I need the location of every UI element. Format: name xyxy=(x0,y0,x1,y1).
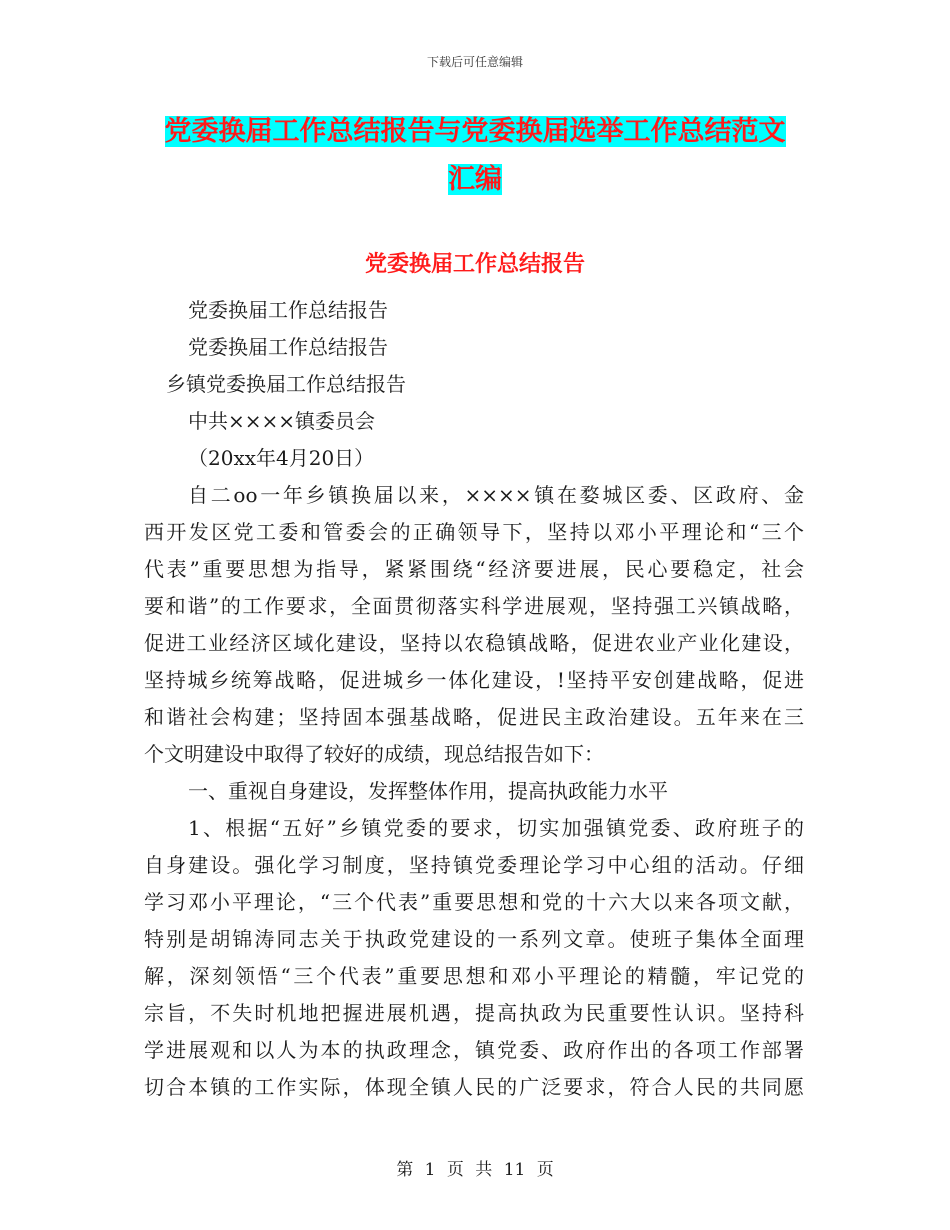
body-line: 党委换届工作总结报告 xyxy=(188,298,388,322)
page-footer: 第 1 页 共 11 页 xyxy=(396,1160,554,1180)
paragraph-line: 代表”重要思想为指导，紧紧围绕“经济要进展，民心要稳定，社会 xyxy=(144,557,804,581)
heading-line: 一、重视自身建设，发挥整体作用，提高执政能力水平 xyxy=(188,779,668,803)
body-line: 中共××××镇委员会 xyxy=(188,409,376,433)
body-line: 党委换届工作总结报告 xyxy=(188,335,388,359)
paragraph-line: 坚持城乡统筹战略，促进城乡一体化建设，!坚持平安创建战略，促进 xyxy=(144,668,804,692)
paragraph-line: 切合本镇的工作实际，体现全镇人民的广泛要求，符合人民的共同愿 xyxy=(144,1075,804,1099)
paragraph-line: 要和谐”的工作要求，全面贯彻落实科学进展观，坚持强工兴镇战略， xyxy=(144,594,804,618)
paragraph-line: 特别是胡锦涛同志关于执政党建设的一系列文章。使班子集体全面理 xyxy=(144,927,804,951)
paragraph-line: 自二oo一年乡镇换届以来，××××镇在婺城区委、区政府、金 xyxy=(188,483,804,507)
paragraph-line: 宗旨，不失时机地把握进展机遇，提高执政为民重要性认识。坚持科 xyxy=(144,1001,804,1025)
paragraph-line: 个文明建设中取得了较好的成绩，现总结报告如下： xyxy=(144,742,604,766)
page-header-note: 下载后可任意编辑 xyxy=(426,55,523,69)
paragraph-line: 1、根据“五好”乡镇党委的要求，切实加强镇党委、政府班子的 xyxy=(188,816,804,840)
document-body xyxy=(144,292,804,1106)
body-line: （20xx年4月20日） xyxy=(188,446,375,470)
paragraph-line: 自身建设。强化学习制度，坚持镇党委理论学习中心组的活动。仔细 xyxy=(144,853,804,877)
paragraph-line: 学习邓小平理论，“三个代表”重要思想和党的十六大以来各项文献， xyxy=(144,890,804,914)
paragraph-line: 西开发区党工委和管委会的正确领导下，坚持以邓小平理论和“三个 xyxy=(144,520,804,544)
paragraph-line: 和谐社会构建；坚持固本强基战略，促进民主政治建设。五年来在三 xyxy=(144,705,804,729)
paragraph-line: 解，深刻领悟“三个代表”重要思想和邓小平理论的精髓，牢记党的 xyxy=(144,964,804,988)
paragraph-line: 学进展观和以人为本的执政理念，镇党委、政府作出的各项工作部署 xyxy=(144,1038,804,1062)
section-title: 党委换届工作总结报告 xyxy=(364,252,585,277)
document-title-line-2: 汇编 xyxy=(448,164,502,195)
document-title xyxy=(130,108,820,204)
document-title-line-1: 党委换届工作总结报告与党委换届选举工作总结范文 xyxy=(164,116,786,147)
paragraph-line: 促进工业经济区域化建设，坚持以农稳镇战略，促进农业产业化建设， xyxy=(144,631,804,655)
body-line: 乡镇党委换届工作总结报告 xyxy=(166,372,406,396)
